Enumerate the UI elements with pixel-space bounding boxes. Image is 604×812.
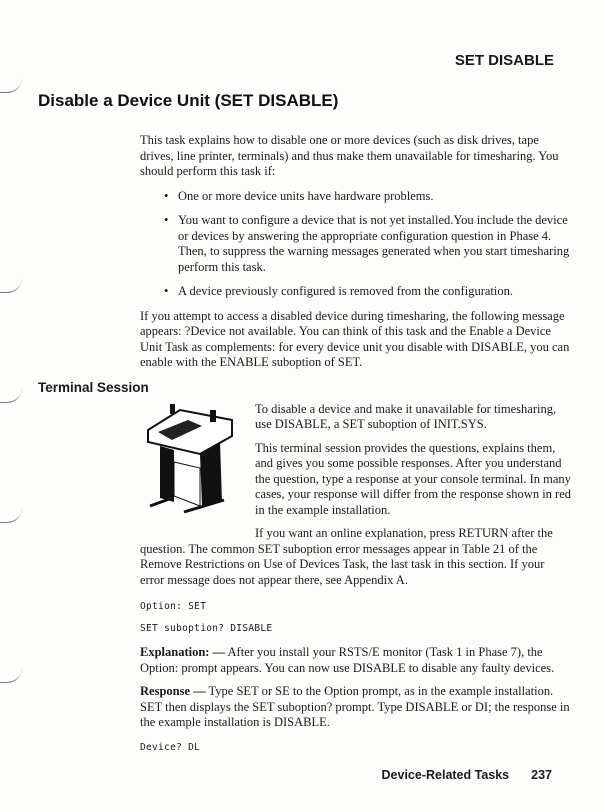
list-item: • You want to configure a device that is not yet installed.You include the device or devices by answering the appropriate configuration question in Phase 4. Then, to suppress the warning messages generated when you start timesharing perform this task.	[164, 213, 570, 275]
intro-section	[140, 133, 570, 371]
response-label: Response —	[140, 684, 206, 698]
page-number: 237	[531, 767, 552, 782]
explanation-text: After you install your RSTS/E monitor (Task 1 in Phase 7), the Option: prompt appears. You can now use DISABLE to disable any faulty devices.	[140, 645, 555, 675]
terminal-illustration	[140, 402, 235, 514]
page-title: Disable a Device Unit (SET DISABLE)	[38, 91, 339, 110]
session-intro	[140, 402, 575, 542]
session-paragraph: This terminal session provides the questions, explains them, and gives you some possible responses. After you understand the question, type a response at your console terminal. In many cases, your response will differ from the response shown in red in the example installation.	[255, 440, 572, 517]
complement-paragraph: If you attempt to access a disabled device during timesharing, the following message appears: ?Device not available. You can think of this task and the Enable a Device Unit Task as complements: for every device unit you disable with DISABLE, you can enable with the ENABLE suboption of SET.	[140, 308, 570, 369]
list-item: • A device previously configured is removed from the configuration.	[164, 284, 570, 300]
condition-list	[140, 189, 570, 300]
page-footer	[382, 754, 552, 782]
session-paragraph: If you want an online explanation, press RETURN after the	[255, 526, 553, 540]
session-paragraph: question. The common SET suboption error messages appear in Table 21 of the Remove Restrictions on Use of Devices Task, the last task in this section. If your error message does not appear there, see Appendix A.	[140, 541, 545, 587]
code-line: Option: SET	[140, 601, 207, 612]
code-line: SET suboption? DISABLE	[140, 623, 273, 634]
intro-paragraph: This task explains how to disable one or more devices (such as disk drives, tape drives, line printer, terminals) and thus make them unavailable for timesharing. You should perform this task if:	[140, 133, 559, 178]
session-text	[255, 402, 575, 542]
response-paragraph	[140, 684, 570, 731]
section-heading: Terminal Session	[38, 379, 149, 395]
footer-section: Device-Related Tasks	[381, 767, 510, 782]
code-line: Device? DL	[140, 741, 201, 753]
list-item: • One or more device units have hardware problems.	[164, 189, 570, 205]
response-text: Type SET or SE to the Option prompt, as in the example installation. SET then displays the SET suboption? prompt. Type DISABLE or DI; the response in the example installation is DISABLE.	[140, 684, 570, 729]
explanation-label: Explanation: —	[140, 645, 226, 659]
session-paragraph: To disable a device and make it unavailable for timesharing, use DISABLE, a SET suboption of INIT.SYS.	[255, 401, 557, 431]
running-header: SET DISABLE	[454, 52, 554, 69]
explanation-paragraph	[140, 645, 570, 676]
